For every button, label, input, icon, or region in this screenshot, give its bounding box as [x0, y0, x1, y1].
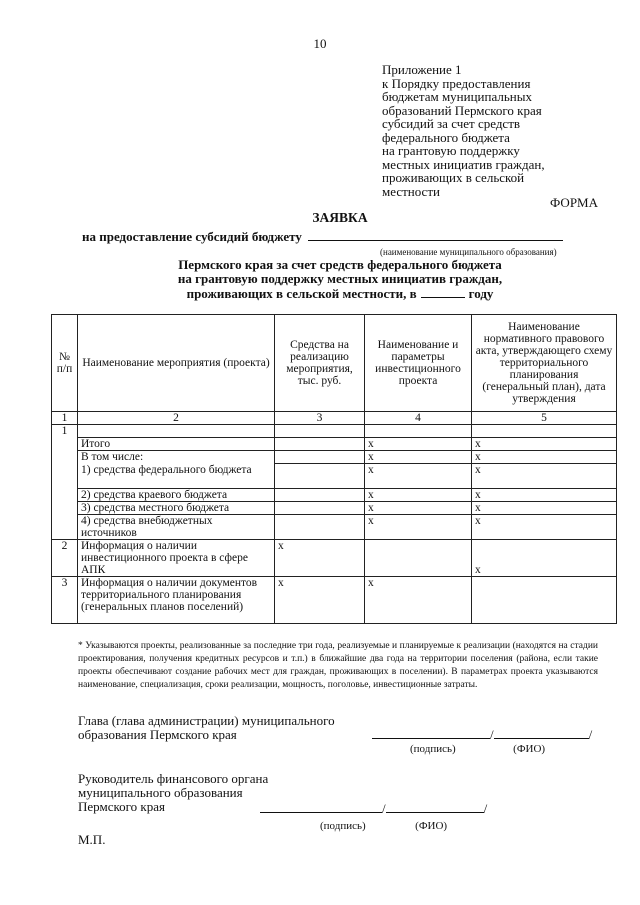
appendix-line: бюджетам муниципальных: [382, 89, 532, 104]
footnote: * Указываются проекты, реализованные за последние три года, реализуемые и планируемые к реализации (находятся на стадии проектирования, получения кредитных ресурсов и т.п.) в ближайшие два года на территории поселения (района, если такие проекты обеспечивают создание рабочих мест для граждан, проживающих в поселении). В параметрах проекта указываются наименование, специализация, сроки реализации, мощность, поголовье, инвестиционные затраты.: [78, 641, 598, 690]
signature-field[interactable]: [372, 726, 490, 739]
table-row: 4) средства внебюджетных источников x x: [52, 515, 617, 540]
appendix-line: образований Пермского края: [382, 102, 542, 118]
table-row: 3) средства местного бюджета x x: [52, 502, 617, 515]
signature-head-label: Глава (глава администрации) муниципального образования Пермского края: [78, 713, 335, 742]
bold-line: на грантовую поддержку местных инициатив граждан,: [177, 271, 503, 286]
appendix-line: субсидий за счет средств: [382, 116, 521, 131]
appendix-line: федерального бюджета: [382, 129, 510, 145]
appendix-line: местности: [382, 183, 440, 199]
column-numbers-row: 1 2 3 4 5: [52, 412, 617, 425]
bold-line-year: проживающих в сельской местности, в году: [186, 286, 494, 301]
subtitle-text: на предоставление субсидий бюджету: [82, 229, 302, 244]
bold-line: Пермского края за счет средств федерального бюджета: [178, 257, 502, 272]
table-row: Итого x x: [52, 438, 617, 451]
fio-field[interactable]: [386, 800, 484, 813]
header-params: Наименование и параметры инвестиционного проекта: [365, 315, 472, 412]
document-title: ЗАЯВКА: [312, 210, 368, 225]
subtitle-line: [82, 228, 563, 245]
signature-head-lines: / /: [372, 726, 592, 743]
forma-label: ФОРМА: [550, 195, 598, 210]
fio-field[interactable]: [494, 726, 589, 739]
appendix-line: местных инициатив граждан,: [382, 156, 545, 172]
header-act: Наименование нормативного правового акта, утверждающего схему территориального планирования (генеральный план), дата утверждения: [472, 315, 617, 412]
municipality-hint: (наименование муниципального образования): [380, 247, 557, 257]
stamp-place-label: М.П.: [78, 832, 106, 847]
table-row: 2 Информация о наличии инвестиционного проекта в сфере АПК x x: [52, 540, 617, 577]
signature-field[interactable]: [260, 800, 382, 813]
table-row: 1) средства федерального бюджета x x: [52, 464, 617, 489]
application-table: [51, 314, 617, 624]
table-row: 2) средства краевого бюджета x x: [52, 489, 617, 502]
signature-finance-lines: / /: [260, 800, 487, 817]
appendix-line: проживающих в сельской: [382, 170, 525, 185]
signature-head-hints: (подпись) (ФИО): [410, 743, 546, 755]
appendix-line: на грантовую поддержку: [382, 143, 520, 158]
header-funds: Средства на реализацию мероприятия, тыс. руб.: [275, 315, 365, 412]
appendix-block: [382, 63, 632, 198]
signature-finance-label: Руководитель финансового органа муниципального образования Пермского края: [78, 771, 269, 814]
table-header-row: [52, 315, 617, 412]
signature-finance-hints: (подпись) (ФИО): [320, 820, 448, 832]
header-name: Наименование мероприятия (проекта): [78, 315, 275, 412]
table-row: В том числе: x x: [52, 451, 617, 464]
municipality-fill-line[interactable]: [308, 228, 563, 241]
appendix-line: Приложение 1: [382, 62, 462, 77]
header-num: № п/п: [52, 315, 78, 412]
appendix-line: к Порядку предоставления: [382, 75, 531, 91]
table-row: 1: [52, 425, 617, 438]
year-fill-line[interactable]: [421, 286, 465, 298]
table-row: 3 Информация о наличии документов территориального планирования (генеральных планов поселений) x x: [52, 577, 617, 624]
title-bold-block: [90, 258, 590, 301]
page-number: 10: [313, 36, 327, 51]
